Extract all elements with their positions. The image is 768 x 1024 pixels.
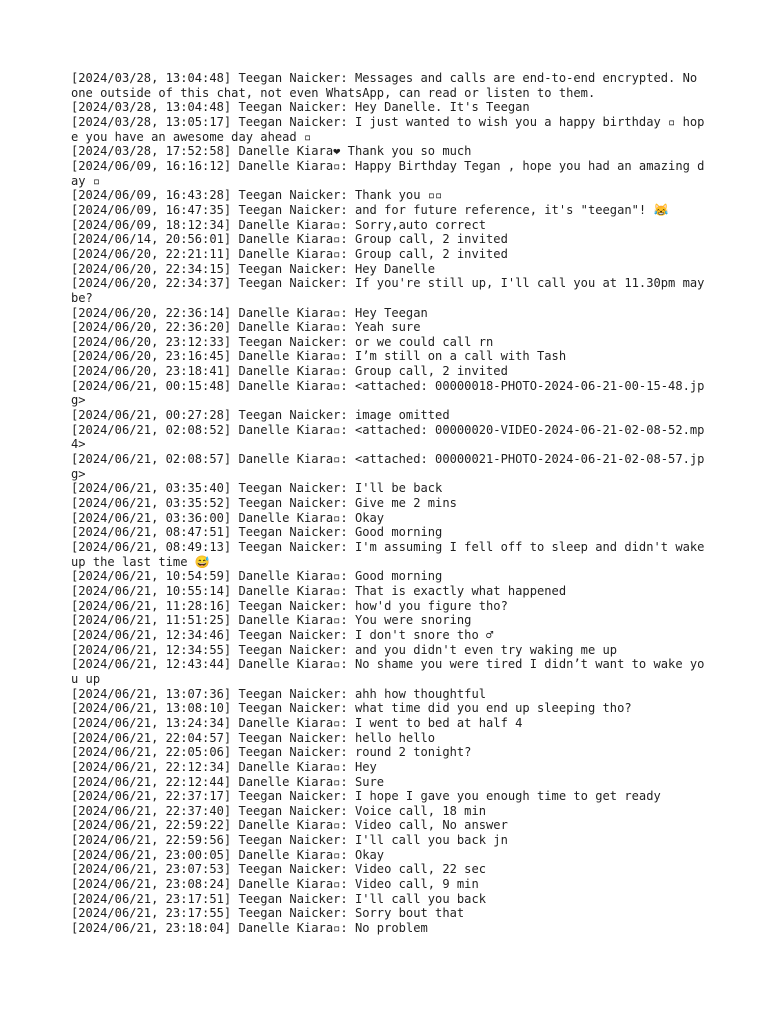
chat-message-line: [2024/06/21, 03:35:52] Teegan Naicker: Give me 2 mins: [71, 496, 457, 511]
chat-message-line: [2024/06/21, 23:17:55] Teegan Naicker: Sorry bout that: [71, 906, 465, 921]
chat-message-line: [2024/06/20, 22:36:14] Danelle Kiara▫: Hey Teegan: [71, 305, 428, 320]
chat-transcript: [71, 71, 711, 936]
chat-message-line: [2024/06/09, 16:47:35] Teegan Naicker: and for future reference, it's "teegan"! 😹: [71, 202, 669, 217]
chat-message-line: [2024/06/21, 12:34:55] Teegan Naicker: and you didn't even try waking me up: [71, 642, 618, 657]
chat-message-line: [2024/06/20, 22:36:20] Danelle Kiara▫: Yeah sure: [71, 320, 421, 335]
chat-message-line: [2024/06/21, 23:00:05] Danelle Kiara▫: Okay: [71, 847, 385, 862]
chat-message-line: [2024/06/21, 23:07:53] Teegan Naicker: Video call, 22 sec: [71, 862, 487, 877]
chat-message-line: [2024/06/21, 12:34:46] Teegan Naicker: I don't snore tho ♂: [71, 627, 494, 642]
chat-message-line: [2024/06/21, 10:54:59] Danelle Kiara▫: Good morning: [71, 569, 443, 584]
chat-message-line: [2024/06/20, 23:16:45] Danelle Kiara▫: I’m still on a call with Tash: [71, 349, 567, 364]
chat-message-line: [2024/06/21, 22:59:56] Teegan Naicker: I'll call you back jn: [71, 833, 508, 848]
chat-message-line: [2024/06/21, 22:04:57] Teegan Naicker: hello hello: [71, 730, 436, 745]
chat-message-line: [2024/06/21, 22:37:40] Teegan Naicker: Voice call, 18 min: [71, 803, 487, 818]
chat-message-line: [2024/06/21, 02:08:57] Danelle Kiara▫: <attached: 00000021-PHOTO-2024-06-21-02-08-57.jpg>: [71, 452, 705, 481]
chat-message-line: [2024/06/21, 11:28:16] Teegan Naicker: how'd you figure tho?: [71, 598, 508, 613]
chat-message-line: [2024/03/28, 13:04:48] Teegan Naicker: Hey Danelle. It's Teegan: [71, 100, 530, 115]
chat-message-line: [2024/06/09, 18:12:34] Danelle Kiara▫: Sorry,auto correct: [71, 217, 487, 232]
chat-message-line: [2024/06/21, 11:51:25] Danelle Kiara▫: You were snoring: [71, 613, 472, 628]
chat-message-line: [2024/06/21, 10:55:14] Danelle Kiara▫: That is exactly what happened: [71, 583, 567, 598]
chat-message-line: [2024/06/21, 08:49:13] Teegan Naicker: I'm assuming I fell off to sleep and didn't wake up the last time 😅: [71, 540, 712, 569]
chat-message-line: [2024/06/21, 03:35:40] Teegan Naicker: I'll be back: [71, 481, 443, 496]
chat-message-line: [2024/06/21, 22:59:22] Danelle Kiara▫: Video call, No answer: [71, 818, 508, 833]
chat-message-line: [2024/06/20, 23:12:33] Teegan Naicker: or we could call rn: [71, 334, 494, 349]
chat-message-line: [2024/06/21, 13:08:10] Teegan Naicker: what time did you end up sleeping tho?: [71, 701, 632, 716]
chat-message-line: [2024/06/21, 00:15:48] Danelle Kiara▫: <attached: 00000018-PHOTO-2024-06-21-00-15-48.jpg>: [71, 378, 705, 408]
chat-message-line: [2024/06/21, 22:12:44] Danelle Kiara▫: Sure: [71, 774, 385, 789]
chat-message-line: [2024/06/21, 03:36:00] Danelle Kiara▫: Okay: [71, 510, 385, 525]
chat-message-line: [2024/06/20, 22:34:37] Teegan Naicker: If you're still up, I'll call you at 11.30pm maybe?: [71, 276, 705, 305]
chat-message-line: [2024/06/21, 22:05:06] Teegan Naicker: round 2 tonight?: [71, 745, 472, 760]
chat-message-line: [2024/03/28, 13:05:17] Teegan Naicker: I just wanted to wish you a happy birthday ▫ hope you have an awesome day ahead ▫: [71, 114, 705, 144]
chat-message-line: [2024/06/09, 16:43:28] Teegan Naicker: Thank you ▫▫: [71, 188, 443, 203]
chat-message-line: [2024/06/21, 22:12:34] Danelle Kiara▫: Hey: [71, 759, 377, 774]
chat-message-line: [2024/06/21, 08:47:51] Teegan Naicker: Good morning: [71, 525, 443, 540]
chat-message-line: [2024/06/20, 23:18:41] Danelle Kiara▫: Group call, 2 invited: [71, 364, 508, 379]
chat-message-line: [2024/06/21, 23:08:24] Danelle Kiara▫: Video call, 9 min: [71, 877, 479, 892]
chat-message-line: [2024/06/21, 22:37:17] Teegan Naicker: I hope I gave you enough time to get ready: [71, 789, 661, 804]
chat-message-line: [2024/03/28, 13:04:48] Teegan Naicker: Messages and calls are end-to-end encrypted. No one outside of this chat, not even WhatsApp, can read or listen to them.: [71, 71, 705, 100]
chat-message-line: [2024/03/28, 17:52:58] Danelle Kiara❤ Thank you so much: [71, 144, 472, 159]
chat-message-line: [2024/06/21, 12:43:44] Danelle Kiara▫: No shame you were tired I didn’t want to wake you up: [71, 657, 705, 686]
chat-message-line: [2024/06/20, 22:21:11] Danelle Kiara▫: Group call, 2 invited: [71, 246, 508, 261]
chat-message-line: [2024/06/21, 02:08:52] Danelle Kiara▫: <attached: 00000020-VIDEO-2024-06-21-02-08-52.mp4>: [71, 422, 705, 452]
chat-message-line: [2024/06/14, 20:56:01] Danelle Kiara▫: Group call, 2 invited: [71, 232, 508, 247]
chat-message-line: [2024/06/09, 16:16:12] Danelle Kiara▫: Happy Birthday Tegan , hope you had an amazing day ▫: [71, 158, 705, 188]
chat-message-line: [2024/06/20, 22:34:15] Teegan Naicker: Hey Danelle: [71, 261, 436, 276]
chat-message-line: [2024/06/21, 00:27:28] Teegan Naicker: image omitted: [71, 408, 450, 423]
chat-message-line: [2024/06/21, 13:24:34] Danelle Kiara▫: I went to bed at half 4: [71, 715, 523, 730]
chat-message-line: [2024/06/21, 13:07:36] Teegan Naicker: ahh how thoughtful: [71, 686, 487, 701]
chat-message-line: [2024/06/21, 23:18:04] Danelle Kiara▫: No problem: [71, 921, 428, 936]
chat-message-line: [2024/06/21, 23:17:51] Teegan Naicker: I'll call you back: [71, 891, 487, 906]
